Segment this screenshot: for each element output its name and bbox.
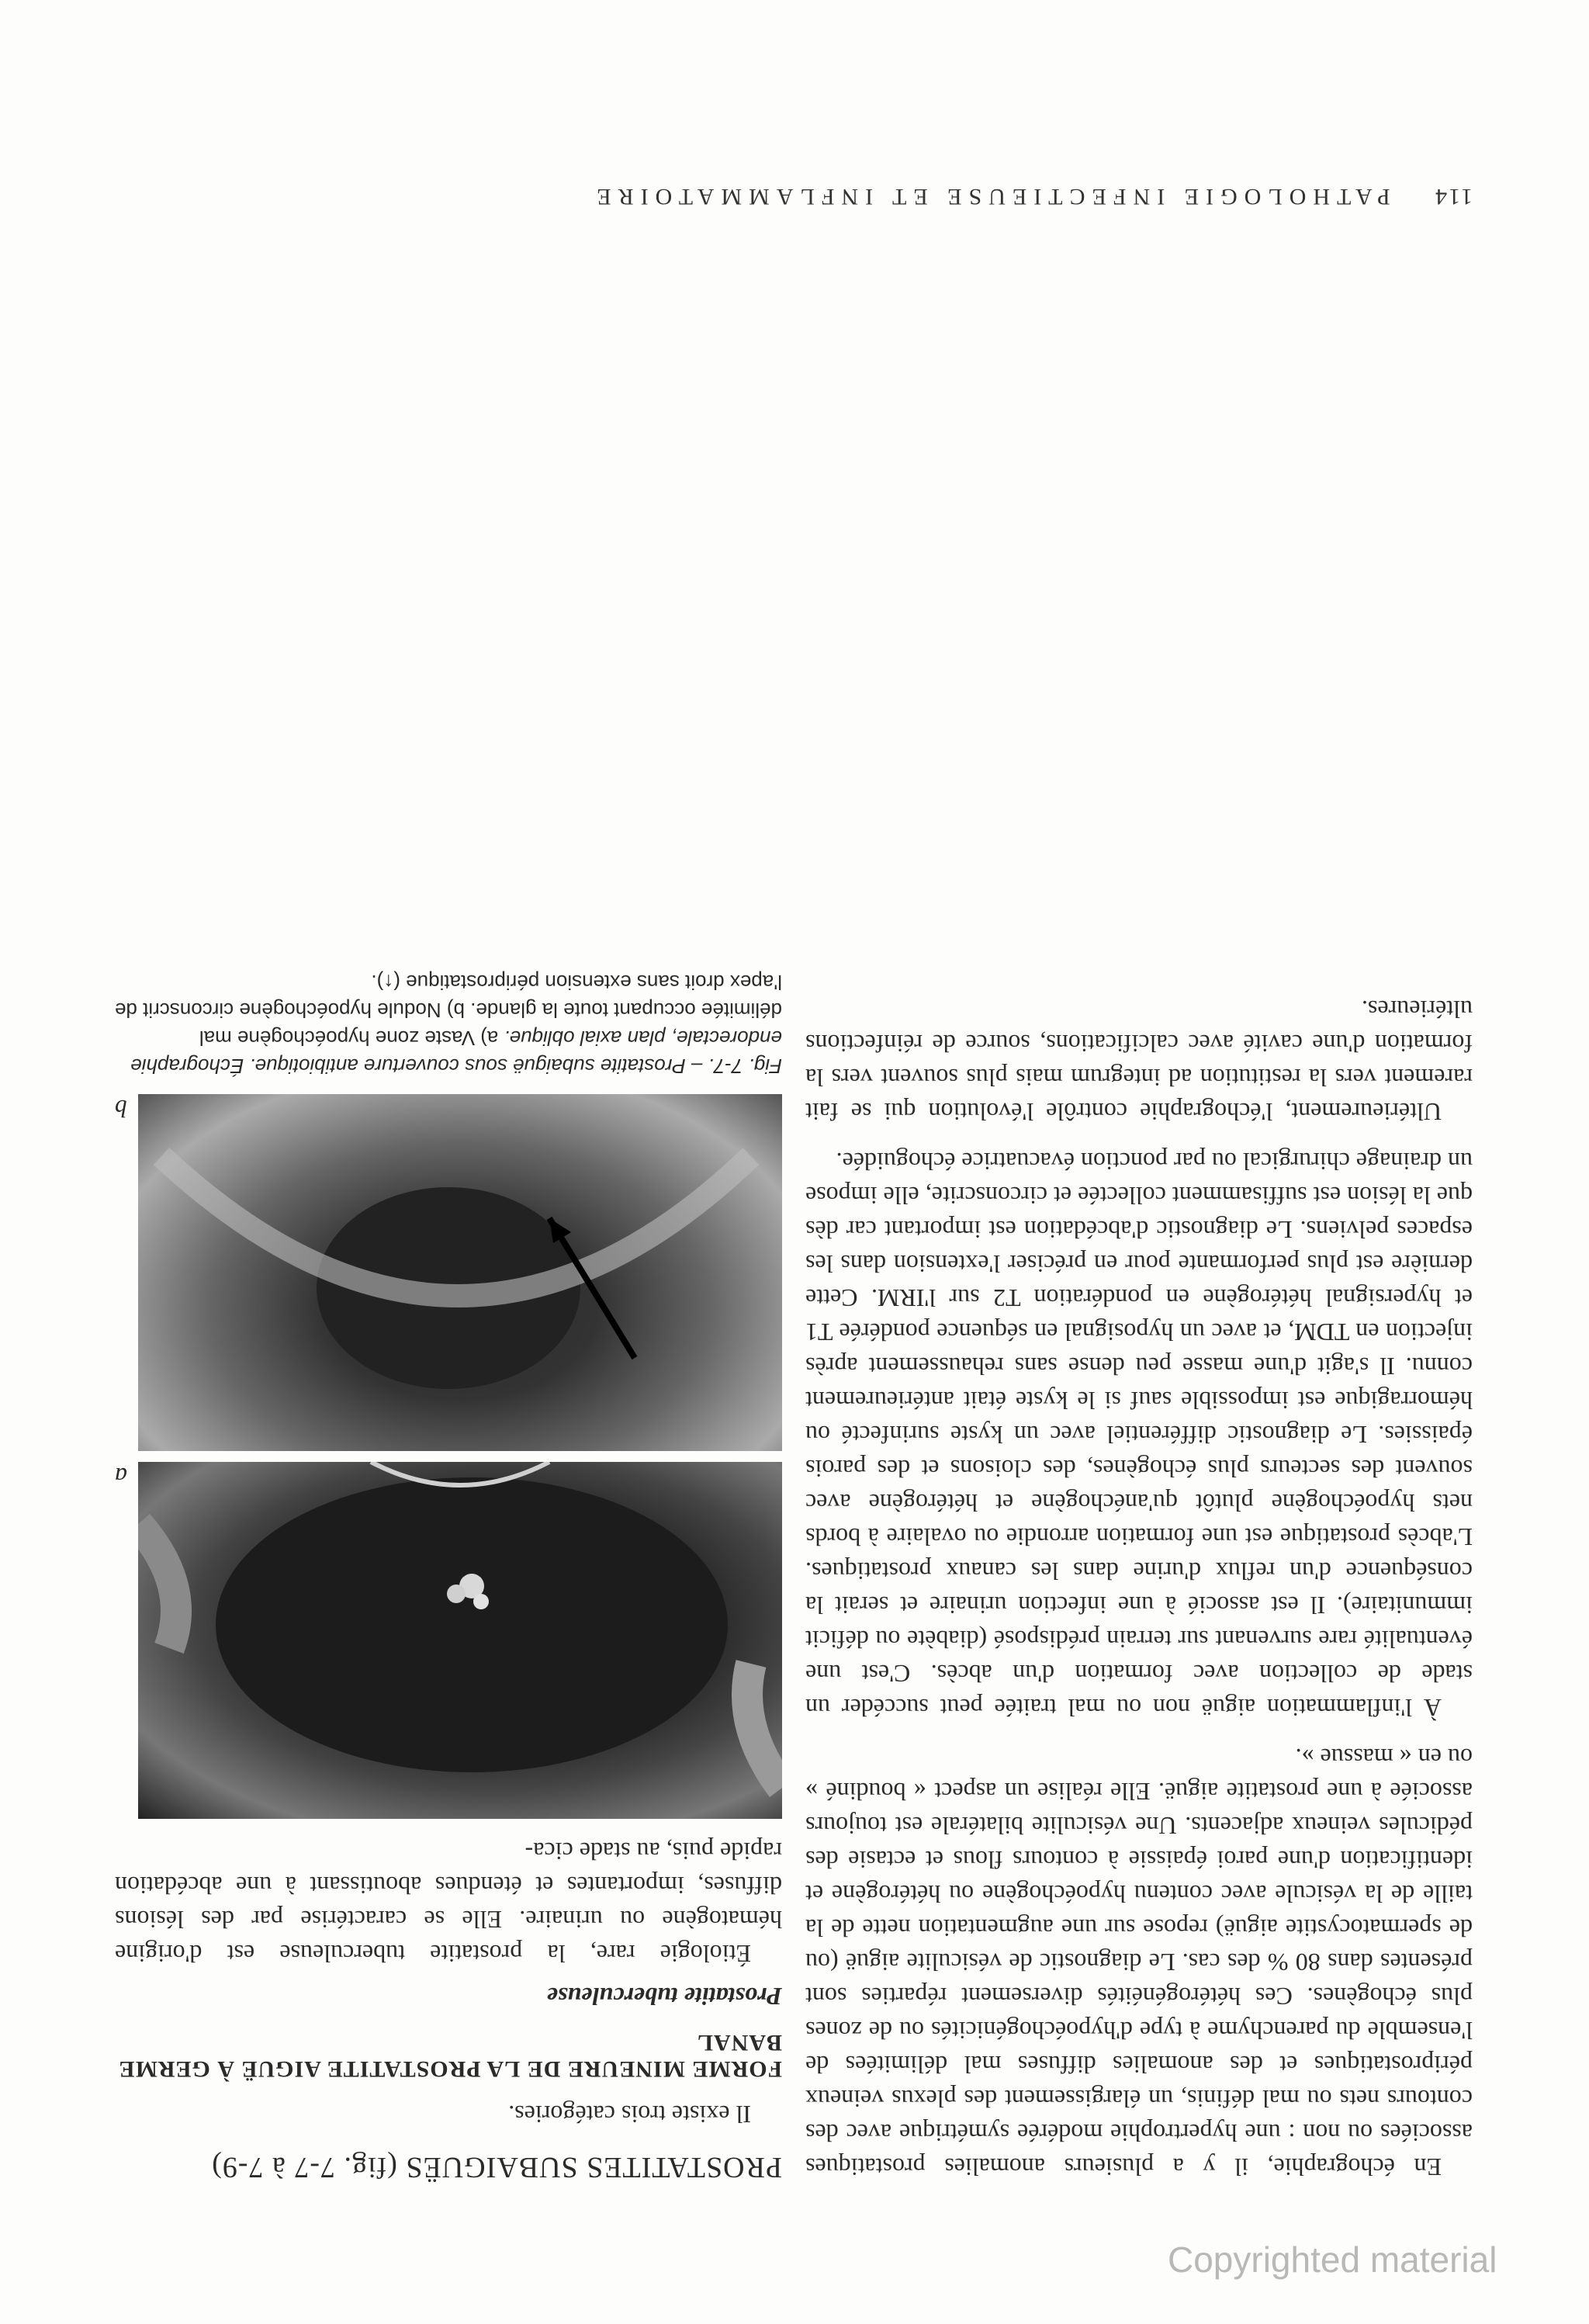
intro-paragraph: Il existe trois catégories. bbox=[508, 2101, 751, 2128]
right-column bbox=[115, 968, 782, 2184]
paragraph-echographie: En échographie, il y a plusieurs anomalies prostatiques associées ou non : une hypertrophie modérée symétrique avec des contours nets ou mal définis, un élargissement des plexus veineux périprostatiques et des anomalies diffuses mal délimitées de l'ensemble du parenchyme à type d'hypoéchogénicités ou de zones plus échogènes. Ces hétérogénéités diversement réparties sont présentes dans 80 % des cas. Le diagnostic de vésiculite aiguë (ou de spermatocystite aiguë) repose sur une augmentation nette de la taille de la vésicule avec contenu hypoéchogène ou hétérogène et identification d'une paroi épaissie à contours flous et ectasie des pédicules veineux adjacents. Une vésiculite bilatérale est toujours associée à une prostatite aiguë. Elle réalise un aspect « boudiné » ou en « massue ». bbox=[805, 1744, 1473, 2181]
figure-a bbox=[115, 1462, 782, 1819]
left-column bbox=[805, 977, 1473, 2184]
paragraph-abces: À l'inflammation aiguë non ou mal traitée peut succéder un stade de collection avec formation d'un abcès. C'est une éventualité rare survenant sur terrain prédisposé (diabète ou déficit immunitaire). Il est associé à une infection urinaire et serait la conséquence d'un reflux d'urine dans les canaux prostatiques. L'abcès prostatique est une formation arrondie ou ovalaire à bords nets hypoéchogène plutôt qu'anéchogène et hétérogène avec souvent des secteurs plus échogènes, des cloisons et des parois épaissies. Le diagnostic différentiel avec un kyste surinfecté ou hémorragique est impossible sauf si le kyste était antérieurement connu. Il s'agit d'une masse peu dense sans rehaussement après injection en TDM, et avec un hyposignal en séquence pondérée T1 et hypersignal hétérogène en pondération T2 sur l'IRM. Cette dernière est plus performante pour en préciser l'extension dans les espaces pelviens. Le diagnostic d'abcédation est important car dès que la lésion est suffisamment collectée et circonscrite, elle impose un drainage chirurgical ou par ponction évacuatrice échoguidée. bbox=[805, 1148, 1473, 1722]
figure-caption bbox=[115, 968, 782, 1080]
page-number: 114 bbox=[1434, 184, 1473, 210]
running-title: PATHOLOGIE INFECTIEUSE ET INFLAMMATOIRE bbox=[590, 184, 1390, 210]
paragraph-evolution: Ultérieurement, l'échographie contrôle l'évolution qui se fait rarement vers la restitution ad integrum mais plus souvent vers la formation d'une cavité avec calcifications, source de réinfections ultérieures. bbox=[805, 996, 1473, 1126]
subsubsection-title: Prostatite tuberculeuse bbox=[546, 1983, 782, 2011]
caption-label: Fig. 7-7. – Prostatite subaiguë sous couverture antibiotique. Échographie endorectale, plan axial oblique. bbox=[130, 1027, 782, 1078]
section-title: PROSTATITES SUBAIGUËS (fig. 7-7 à 7-9) bbox=[211, 2151, 782, 2184]
ultrasound-image-a bbox=[138, 1462, 782, 1819]
subsection-title: FORME MINEURE DE LA PROSTATITE AIGUË À GERME BANAL bbox=[118, 2030, 782, 2082]
running-header bbox=[76, 183, 1473, 210]
figure-letter-a: a bbox=[115, 1463, 127, 1491]
ultrasound-image-b bbox=[138, 1094, 782, 1451]
figure-b bbox=[115, 1094, 782, 1451]
copyright-watermark: Copyrighted material bbox=[1168, 2239, 1497, 2280]
paragraph-tuberculose: Étiologie rare, la prostatite tuberculeuse est d'origine hématogène ou urinaire. Elle se caractérise par des lésions diffuses, importantes et étendues aboutissant à une abcédation rapide puis, au stade cica- bbox=[115, 1837, 782, 1968]
caption-text: a) Vaste zone hypoéchogène mal délimitée occupant toute la glande. b) Nodule hypoéchogène circonscrit de l'apex droit sans extension périprostatique (↑). bbox=[115, 971, 782, 1050]
figure-letter-b: b bbox=[115, 1095, 127, 1123]
